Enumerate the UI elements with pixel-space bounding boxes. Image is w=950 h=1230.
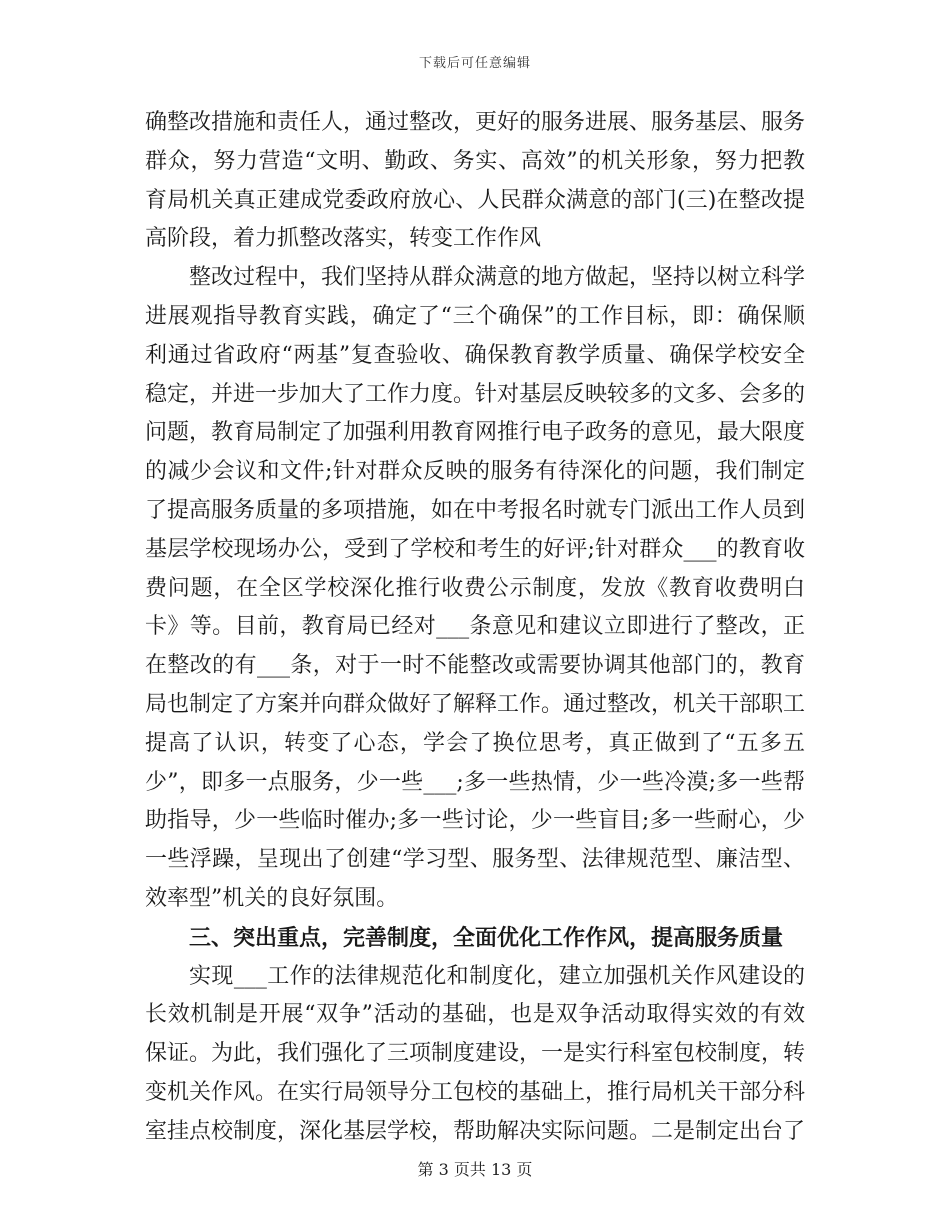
section-heading: 三、突出重点，完善制度，全面优化工作作风，提高服务质量 <box>189 924 784 951</box>
paragraph-rectification-process: 整改过程中，我们坚持从群众满意的地方做起，坚持以树立科学进展观指导教育实践，确定了“三个确保”的工作目标，即：确保顺利通过省政府“两基”复查验收、确保教育教学质量、确保学校安全稳定，并进一步加大了工作力度。针对基层反映较多的文多、会多的问题，教育局制定了加强利用教育网推行电子政务的意见，最大限度的减少会议和文件;针对群众反映的服务有待深化的问题，我们制定了提高服务质量的多项措施，如在中考报名时就专门派出工作人员到基层学校现场办公，受到了学校和考生的好评;针对群众___的教育收费问题，在全区学校深化推行收费公示制度，发放《教育收费明白卡》等。目前，教育局已经对___条意见和建议立即进行了整改，正在整改的有___条，对于一时不能整改或需要协调其他部门的，教育局也制定了方案并向群众做好了解释工作。通过整改，机关干部职工提高了认识，转变了心态，学会了换位思考，真正做到了“五多五少”，即多一点服务，少一些___;多一些热情，少一些冷漠;多一些帮助指导，少一些临时催办;多一些讨论，少一些盲目;多一些耐心，少一些浮躁，呈现出了创建“学习型、服务型、法律规范型、廉洁型、效率型”机关的良好氛围。 <box>145 265 806 911</box>
page-footer: 第 3 页共 13 页 <box>417 1160 533 1179</box>
paragraph-continuation: 确整改措施和责任人，通过整改，更好的服务进展、服务基层、服务群众，努力营造“文明、勤政、务实、高效”的机关形象，努力把教育局机关真正建成党委政府放心、人民群众满意的部门(三)在整改提高阶段，着力抓整改落实，转变工作作风 <box>145 110 806 252</box>
page-header: 下载后可任意编辑 <box>418 56 531 71</box>
document-body <box>145 104 805 1152</box>
paragraph-institutionalization: 实现___工作的法律规范化和制度化，建立加强机关作风建设的长效机制是开展“双争”活动的基础，也是双争活动取得实效的有效保证。为此，我们强化了三项制度建设，一是实行科室包校制度，转变机关作风。在实行局领导分工包校的基础上，推行局机关干部分科室挂点校制度，深化基层学校，帮助解决实际问题。二是制定出台了 <box>145 963 806 1144</box>
